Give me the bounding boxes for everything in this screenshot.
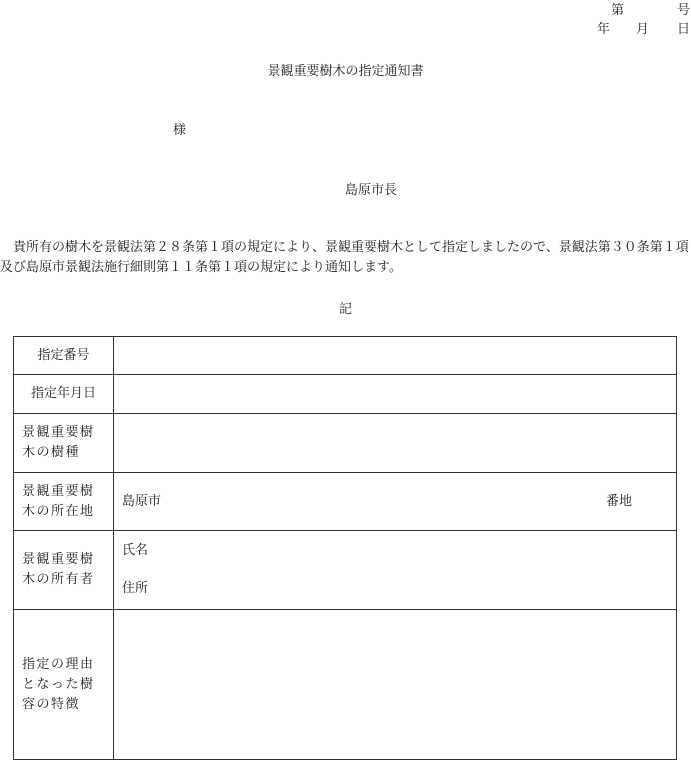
tree-species-value: [114, 414, 677, 473]
owner-value: [114, 531, 677, 610]
location-city: 島原市: [122, 493, 162, 509]
owner-name-label: 氏名: [122, 543, 149, 558]
location-value: [114, 473, 677, 531]
table-row: [14, 375, 677, 414]
reason-value: [114, 610, 677, 760]
details-table: [13, 336, 677, 760]
reason-label: 指定の理由となった樹容の特徴: [14, 610, 114, 760]
ki-heading: 記: [338, 302, 352, 317]
designation-number-label: 指定番号: [14, 337, 114, 375]
designation-date-label: 指定年月日: [14, 375, 114, 414]
document-title: 景観重要樹木の指定通知書: [267, 64, 424, 79]
location-label: 景観重要樹木の所在地: [14, 473, 114, 531]
owner-label: 景観重要樹木の所有者: [14, 531, 114, 610]
designation-date-value: [114, 375, 677, 414]
number-prefix: 第: [611, 3, 625, 18]
tree-species-label: 景観重要樹木の樹種: [14, 414, 114, 473]
addressee-suffix: 様: [173, 123, 187, 138]
body-paragraph: 貴所有の樹木を景観法第２８条第１項の規定により、景観重要樹木として指定しましたので、景観法第３０条第１項及び島原市景観法施行細則第１１条第１項の規定により通知します。: [0, 240, 689, 275]
date-year: 年: [597, 22, 611, 37]
issuer-name: 島原市長: [345, 183, 398, 198]
table-row: [14, 610, 677, 760]
designation-number-value: [114, 337, 677, 375]
location-banchi: 番地: [606, 493, 633, 509]
date-month: 月: [636, 22, 650, 37]
date-day: 日: [677, 22, 691, 37]
table-row: [14, 473, 677, 531]
table-row: [14, 531, 677, 610]
table-row: [14, 414, 677, 473]
owner-address-label: 住所: [122, 581, 149, 596]
table-row: [14, 337, 677, 375]
number-suffix: 号: [677, 3, 691, 18]
